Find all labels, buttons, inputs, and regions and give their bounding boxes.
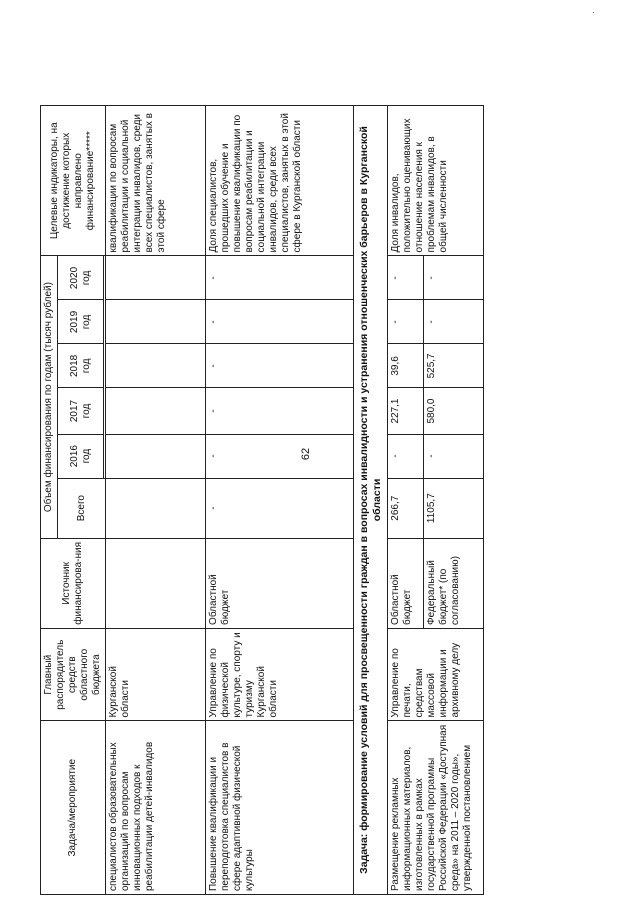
target-cell: Доля инвалидов, положительно оценивающих отношение населения к проблемам инвалидов, в общей численности — [388, 106, 484, 256]
rotated-table-container — [40, 105, 560, 895]
corner-mark: · — [592, 8, 595, 17]
header-year: 2020 год — [58, 256, 104, 300]
value-cell: - — [206, 344, 354, 388]
header-year: 2016 год — [58, 434, 104, 478]
task-cell: Размещение рекламных информационных материалов, изготовленных в рамках государственной программы Российской Федерации «Доступная среда» на 2011 – 2020 годы», утвержденной постановлением — [388, 721, 484, 895]
section-row — [354, 106, 388, 895]
value-cell: - — [206, 256, 354, 300]
task-cell: специалистов образовательных организаций по вопросам инновационных подходов к реабилитации детей-инвалидов — [106, 721, 206, 895]
table-row — [206, 106, 354, 895]
value-cell: 580,0 — [424, 388, 484, 434]
value-cell: - — [206, 388, 354, 434]
value-cell: - — [424, 256, 484, 300]
header-total: Всего — [58, 478, 106, 538]
page-number: 62 — [300, 447, 313, 461]
manager-cell: Управление по печати, средствам массовой информации и архивному делу — [388, 628, 484, 721]
value-cell — [106, 434, 206, 478]
target-cell: квалификации по вопросам реабилитации и социальной интеграции инвалидов, среди всех специалистов, занятых в этой сфере — [106, 106, 206, 256]
table-row — [106, 106, 206, 895]
task-cell: Повышение квалификации и переподготовка специалистов в сфере адаптивной физической культуры — [206, 721, 354, 895]
value-cell: 266,7 — [388, 478, 424, 538]
value-cell: - — [206, 434, 354, 478]
header-task: Задача/мероприятие — [41, 721, 106, 895]
value-cell: 1105,7 — [424, 478, 484, 538]
value-cell — [106, 256, 206, 300]
target-cell: Доля специалистов, прошедших обучение и повышение квалификации по вопросам реабилитации и социальной интеграции инвалидов, среди всех специалистов, занятых в этой сфере в Курганской области — [206, 106, 354, 256]
section-title: Задача: формирование условий для просвещенности граждан в вопросах инвалидности и устранения отношенческих барьеров в Курганской области — [354, 106, 388, 895]
value-cell — [106, 478, 206, 538]
value-cell: 525,7 — [424, 344, 484, 388]
value-cell — [106, 300, 206, 344]
value-cell — [106, 388, 206, 434]
manager-cell: Курганской области — [106, 628, 206, 721]
value-cell: 39,6 — [388, 344, 424, 388]
table-row — [388, 106, 424, 895]
value-cell: - — [388, 300, 424, 344]
source-cell: Областной бюджет — [206, 538, 354, 628]
value-cell: 227,1 — [388, 388, 424, 434]
value-cell — [106, 344, 206, 388]
financing-table — [40, 105, 484, 895]
value-cell: - — [388, 256, 424, 300]
header-year: 2019 год — [58, 300, 104, 344]
header-manager: Главный распорядитель средств областного бюджета — [41, 628, 106, 721]
header-target: Целевые индикаторы, на достижение которых направлено финансирование***** — [41, 106, 106, 256]
value-cell: - — [388, 434, 424, 478]
source-cell: Федеральный бюджет* (по согласованию) — [424, 538, 484, 628]
value-cell: - — [206, 300, 354, 344]
value-cell: - — [424, 434, 484, 478]
header-year: 2017 год — [58, 388, 104, 434]
value-cell: - — [206, 478, 354, 538]
header-year: 2018 год — [58, 344, 104, 388]
header-source: Источник финансирова-ния — [41, 538, 106, 628]
source-cell: Областной бюджет — [388, 538, 424, 628]
manager-cell: Управление по физической культуре, спорту и туризму Курганской области — [206, 628, 354, 721]
value-cell: - — [424, 300, 484, 344]
source-cell — [106, 538, 206, 628]
header-volume: Объем финансирования по годам (тысяч рублей) — [41, 256, 58, 538]
